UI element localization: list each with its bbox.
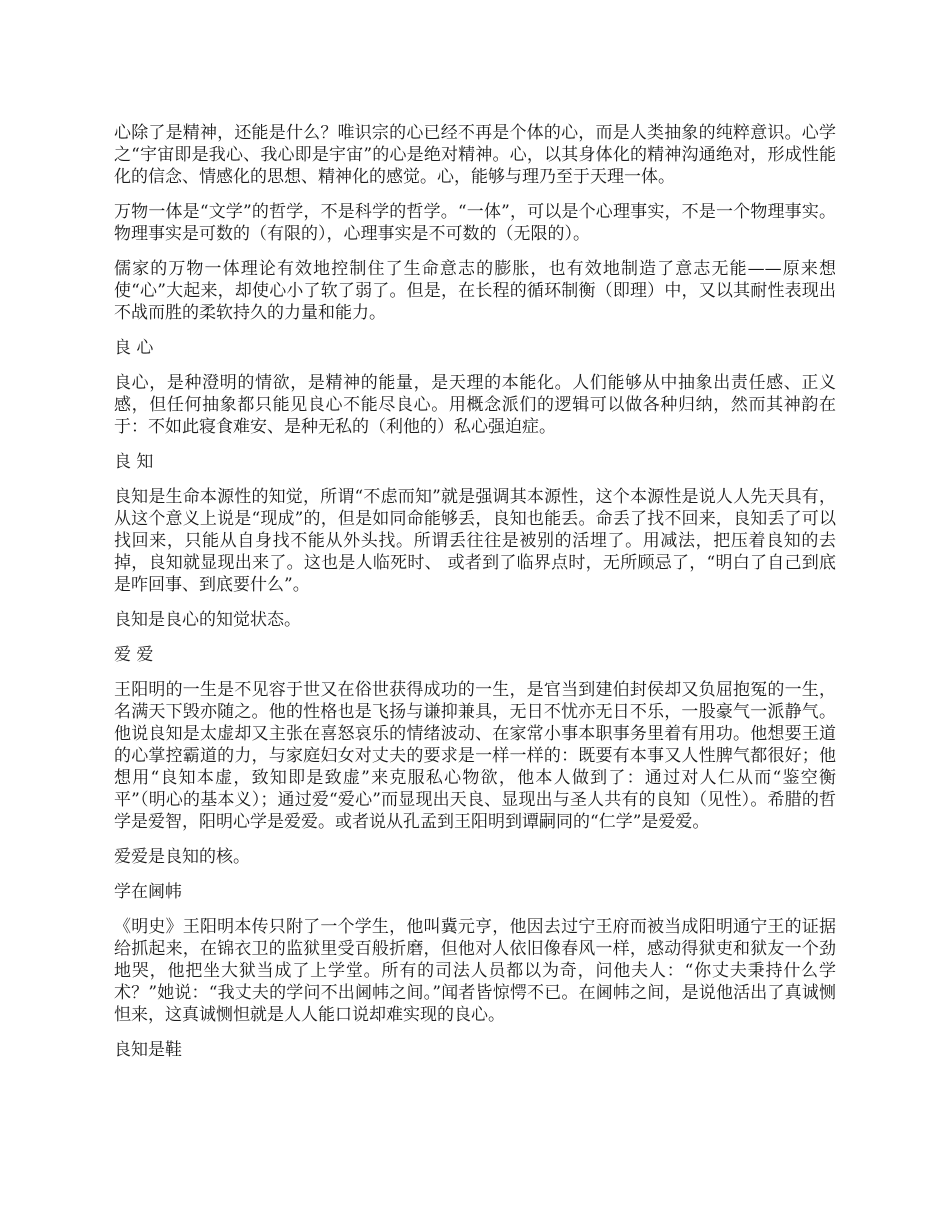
section-heading: 良 心 [114,338,154,358]
paragraph: 爱爱是良知的核。 [114,847,250,867]
paragraph: 良知是生命本源性的知觉，所谓“不虑而知”就是强调其本源性，这个本源性是说人人先天具有，从这个意义上说是“现成”的，但是如同命能够丢，良知也能丢。命丢了找不回来，良知丢了可以找回来，只能从自身找不能从外头找。所谓丢往往是被别的活埋了。用减法，把压着良知的去掉，良知就显现出来了。这也是人临死时、 或者到了临界点时，无所顾忌了，“明白了自己到底是咋回事、到底要什么”。 [114,487,836,595]
paragraph: 良心，是种澄明的情欲，是精神的能量，是天理的本能化。人们能够从中抽象出责任感、正义感，但任何抽象都只能见良心不能尽良心。用概念派们的逻辑可以做各种归纳，然而其神韵在于：不如此寝食难安、是种无私的（利他的）私心强迫症。 [114,373,836,437]
paragraph: 心除了是精神，还能是什么？唯识宗的心已经不再是个体的心，而是人类抽象的纯粹意识。心学之“宇宙即是我心、我心即是宇宙”的心是绝对精神。心，以其身体化的精神沟通绝对，形成性能化的信念、情感化的思想、精神化的感觉。心，能够与理乃至于天理一体。 [114,123,836,187]
section-heading: 良知是鞋 [114,1040,182,1060]
paragraph: 良知是良心的知觉状态。 [114,610,301,630]
paragraph: 万物一体是“文学”的哲学，不是科学的哲学。“一体”，可以是个心理事实，不是一个物理事实。物理事实是可数的（有限的），心理事实是不可数的（无限的）。 [114,202,836,244]
paragraph: 《明史》王阳明本传只附了一个学生，他叫冀元亨，他因去过宁王府而被当成阳明通宁王的证据给抓起来，在锦衣卫的监狱里受百般折磨，但他对人依旧像春风一样，感动得狱吏和狱友一个劲地哭，他把坐大狱当成了上学堂。所有的司法人员都以为奇，问他夫人：“你丈夫秉持什么学术？”她说：“我丈夫的学问不出阃帏之间。”闻者皆惊愕不已。在阃帏之间，是说他活出了真诚恻怛来，这真诚恻怛就是人人能口说却难实现的良心。 [114,917,836,1025]
section-heading: 爱 爱 [114,645,154,665]
document-body [114,122,836,1074]
paragraph: 王阳明的一生是不见容于世又在俗世获得成功的一生，是官当到建伯封侯却又负屈抱冤的一生，名满天下毁亦随之。他的性格也是飞扬与谦抑兼具，无日不忧亦无日不乐，一股豪气一派静气。他说良知是太虚却又主张在喜怒哀乐的情绪波动、在家常小事本职事务里着有用功。他想要王道的心掌控霸道的力，与家庭妇女对丈夫的要求是一样一样的：既要有本事又人性脾气都很好；他想用“良知本虚，致知即是致虚”来克服私心物欲，他本人做到了：通过对人仁从而“鉴空衡平”（明心的基本义）；通过爱“爱心”而显现出天良、显现出与圣人共有的良知（见性）。希腊的哲学是爱智，阳明心学是爱爱。或者说从孔孟到王阳明到谭嗣同的“仁学”是爱爱。 [114,680,836,832]
section-heading: 良 知 [114,452,154,472]
section-heading: 学在阃帏 [114,882,182,902]
paragraph: 儒家的万物一体理论有效地控制住了生命意志的膨胀，也有效地制造了意志无能——原来想使“心”大起来，却使心小了软了弱了。但是，在长程的循环制衡（即理）中，又以其耐性表现出不战而胜的柔软持久的力量和能力。 [114,259,836,323]
